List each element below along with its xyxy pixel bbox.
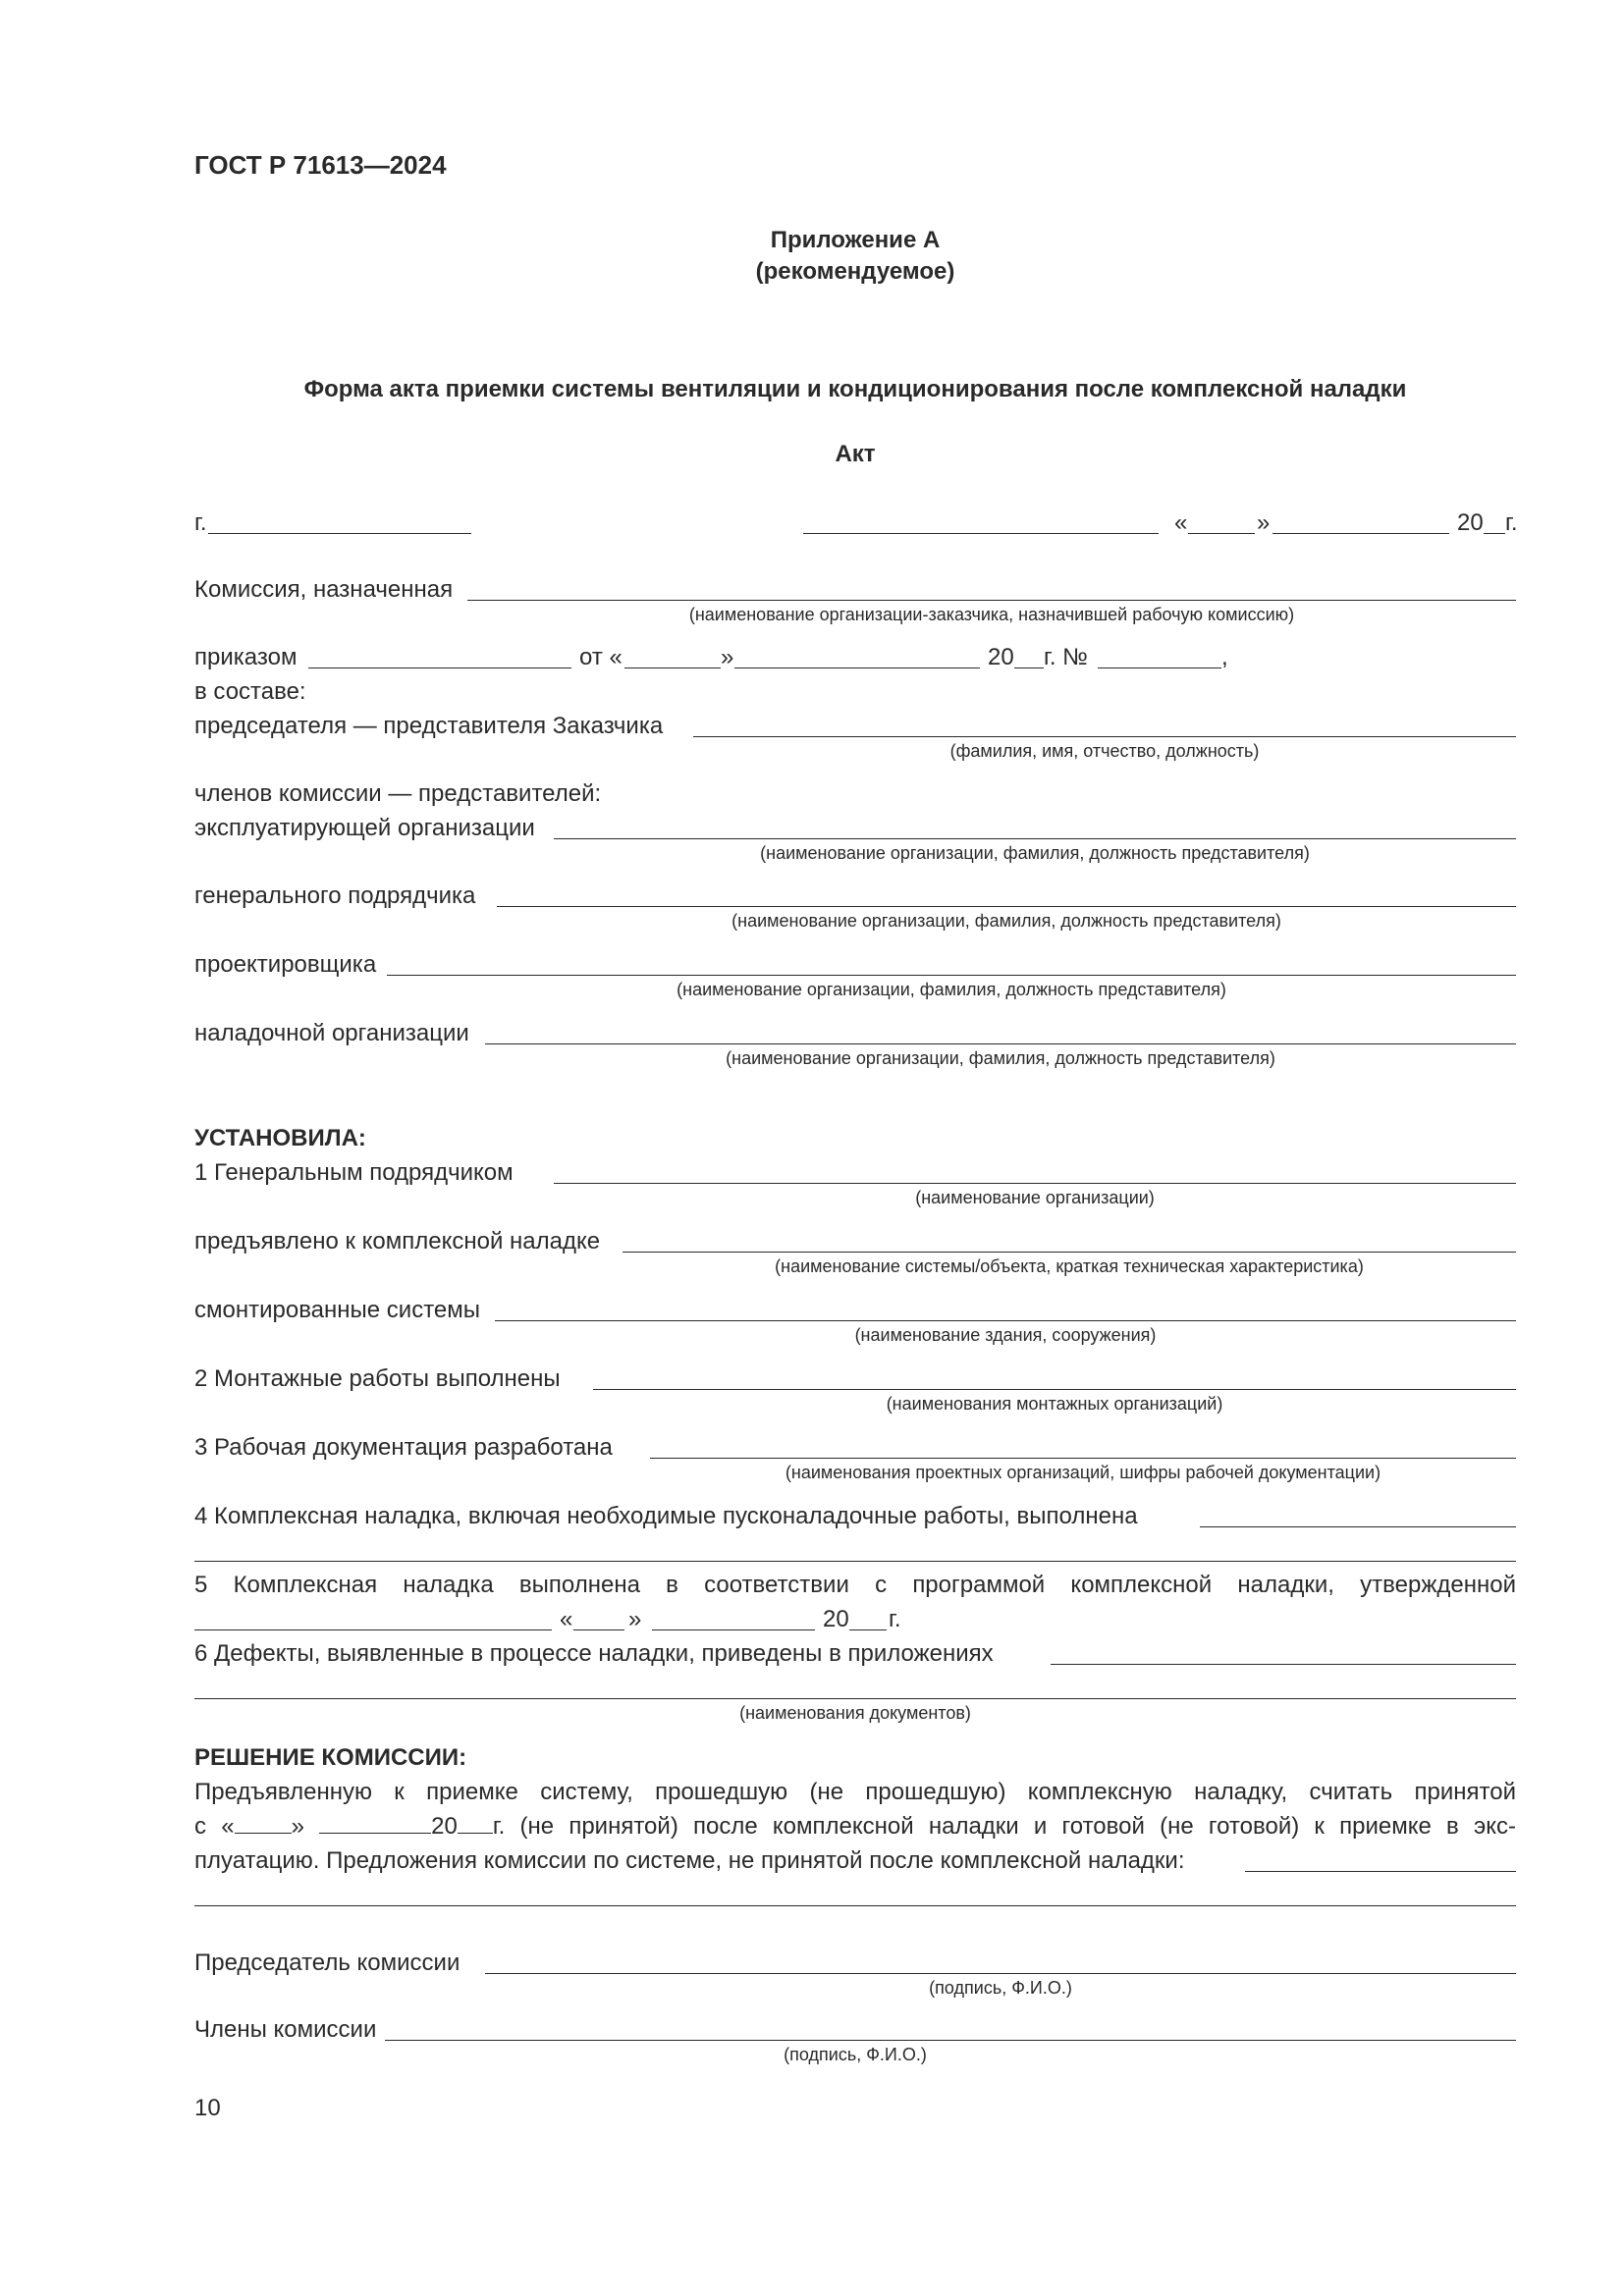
order-number-label: г. №	[1044, 644, 1088, 670]
item5-quote-close: »	[628, 1606, 642, 1632]
item3-caption: (наименования проектных организаций, шифры рабочей документации)	[785, 1463, 1381, 1482]
presented-caption: (наименование системы/объекта, краткая техническая характеристика)	[775, 1256, 1364, 1276]
item5-quote-open: «	[560, 1606, 573, 1632]
chairman-caption: (подпись, Ф.И.О.)	[929, 1978, 1072, 1998]
page-number: 10	[194, 2095, 221, 2121]
chair-label: председателя — представителя Заказчика	[194, 713, 664, 739]
decision-line2-year: 20	[431, 1813, 458, 1840]
order-year-prefix: 20	[988, 644, 1014, 670]
city-prefix: г.	[194, 509, 207, 536]
decision-line2	[194, 1812, 1516, 1842]
item5-text: 5 Комплексная наладка выполнена в соответствии с программой комплексной наладки, утвержденной	[194, 1572, 1516, 1598]
order-label: приказом	[194, 644, 298, 670]
decision-year-field[interactable]	[458, 1813, 493, 1834]
designer-caption: (наименование организации, фамилия, должность представителя)	[677, 980, 1226, 999]
date-month-field[interactable]	[1272, 533, 1449, 534]
commission-org-caption: (наименование организации-заказчика, назначившей рабочую комиссию)	[688, 605, 1295, 624]
place-field[interactable]	[803, 533, 1159, 534]
general-contractor-label: генерального подрядчика	[194, 882, 476, 909]
item5-month-field[interactable]	[652, 1629, 815, 1630]
item4-field-line2[interactable]	[194, 1561, 1516, 1562]
date-year-field[interactable]	[1484, 533, 1505, 534]
item5-approver-field[interactable]	[194, 1629, 552, 1630]
decision-heading: РЕШЕНИЕ КОМИССИИ:	[194, 1744, 467, 1771]
appendix-title: Приложение А	[770, 227, 941, 253]
members-signature-field[interactable]	[385, 2040, 1516, 2041]
item6-label: 6 Дефекты, выявленные в процессе наладки, приведены в приложениях	[194, 1640, 994, 1667]
operating-org-label: эксплуатирующей организации	[194, 815, 535, 841]
item1-field[interactable]	[554, 1183, 1516, 1184]
item3-label: 3 Рабочая документация разработана	[194, 1434, 613, 1461]
commission-label: Комиссия, назначенная	[194, 576, 454, 603]
mounted-label: смонтированные системы	[194, 1297, 481, 1323]
chair-field[interactable]	[693, 736, 1516, 737]
designer-field[interactable]	[387, 975, 1516, 976]
item5-year-field[interactable]	[849, 1629, 887, 1630]
members-caption: (подпись, Ф.И.О.)	[784, 2045, 927, 2064]
item6-caption: (наименования документов)	[739, 1703, 971, 1723]
item5-year-suffix: г.	[889, 1606, 901, 1632]
item2-caption: (наименования монтажных организаций)	[886, 1394, 1223, 1414]
decision-day-field[interactable]	[235, 1813, 292, 1834]
general-contractor-caption: (наименование организации, фамилия, должность представителя)	[731, 911, 1281, 931]
commission-org-field[interactable]	[467, 600, 1516, 601]
decision-line2-start: с «	[194, 1813, 235, 1840]
item1-label: 1 Генеральным подрядчиком	[194, 1159, 514, 1186]
item1-caption: (наименование организации)	[915, 1188, 1155, 1207]
act-title: Акт	[835, 441, 876, 467]
item4-field[interactable]	[1200, 1526, 1516, 1527]
order-from: от «	[579, 644, 623, 670]
item2-label: 2 Монтажные работы выполнены	[194, 1365, 561, 1392]
mounted-field[interactable]	[495, 1320, 1516, 1321]
appendix-status: (рекомендуемое)	[755, 258, 955, 285]
chairman-label: Председатель комиссии	[194, 1949, 460, 1976]
established-heading: УСТАНОВИЛА:	[194, 1125, 366, 1151]
members-signature-label: Члены комиссии	[194, 2016, 377, 2043]
commissioning-org-label: наладочной организации	[194, 1020, 469, 1046]
date-day-field[interactable]	[1188, 533, 1255, 534]
decision-proposals-field[interactable]	[1245, 1871, 1516, 1872]
order-quote-close: »	[721, 644, 734, 670]
item5-year-prefix: 20	[823, 1606, 849, 1632]
commissioning-org-caption: (наименование организации, фамилия, должность представителя)	[726, 1048, 1275, 1068]
chair-caption: (фамилия, имя, отчество, должность)	[949, 741, 1260, 761]
commissioning-org-field[interactable]	[485, 1043, 1516, 1044]
item4-label: 4 Комплексная наладка, включая необходимые пусконаладочные работы, выполнена	[194, 1503, 1138, 1529]
date-year-suffix: г.	[1505, 509, 1518, 536]
designer-label: проектировщика	[194, 951, 377, 978]
item5-day-field[interactable]	[573, 1629, 624, 1630]
decision-line3: плуатацию. Предложения комиссии по системе, не принятой после комплексной наладки:	[194, 1847, 1185, 1874]
order-month-field[interactable]	[734, 667, 980, 668]
item2-field[interactable]	[593, 1389, 1516, 1390]
presented-label: предъявлено к комплексной наладке	[194, 1228, 601, 1255]
order-number-field[interactable]	[1098, 667, 1221, 668]
order-field[interactable]	[308, 667, 571, 668]
standard-designation: ГОСТ Р 71613—2024	[194, 150, 447, 180]
decision-line2-quote-close: »	[291, 1813, 304, 1840]
mounted-caption: (наименование здания, сооружения)	[854, 1325, 1157, 1345]
presented-field[interactable]	[623, 1252, 1516, 1253]
item6-field-line2[interactable]	[194, 1698, 1516, 1699]
item6-field[interactable]	[1051, 1664, 1516, 1665]
decision-proposals-field-line2[interactable]	[194, 1905, 1516, 1906]
chairman-signature-field[interactable]	[485, 1973, 1516, 1974]
date-year-prefix: 20	[1457, 509, 1484, 536]
date-quote-open: «	[1174, 509, 1188, 536]
date-quote-close: »	[1257, 509, 1271, 536]
order-comma: ,	[1221, 644, 1228, 670]
operating-org-field[interactable]	[554, 838, 1516, 839]
item3-field[interactable]	[650, 1458, 1516, 1459]
order-year-field[interactable]	[1014, 667, 1044, 668]
form-title: Форма акта приемки системы вентиляции и кондиционирования после комплексной наладки	[303, 376, 1407, 402]
general-contractor-field[interactable]	[497, 906, 1516, 907]
decision-line1: Предъявленную к приемке систему, прошедшую (не прошедшую) комплексную наладку, считать принятой	[194, 1779, 1516, 1805]
members-label: членов комиссии — представителей:	[194, 780, 602, 807]
operating-org-caption: (наименование организации, фамилия, должность представителя)	[760, 843, 1310, 863]
composition-label: в составе:	[194, 678, 306, 705]
order-day-field[interactable]	[624, 667, 721, 668]
decision-month-field[interactable]	[319, 1813, 431, 1834]
decision-line2-end: г. (не принятой) после комплексной наладки и готовой (не готовой) к приемке в экс-	[492, 1813, 1517, 1840]
city-field[interactable]	[208, 533, 471, 534]
